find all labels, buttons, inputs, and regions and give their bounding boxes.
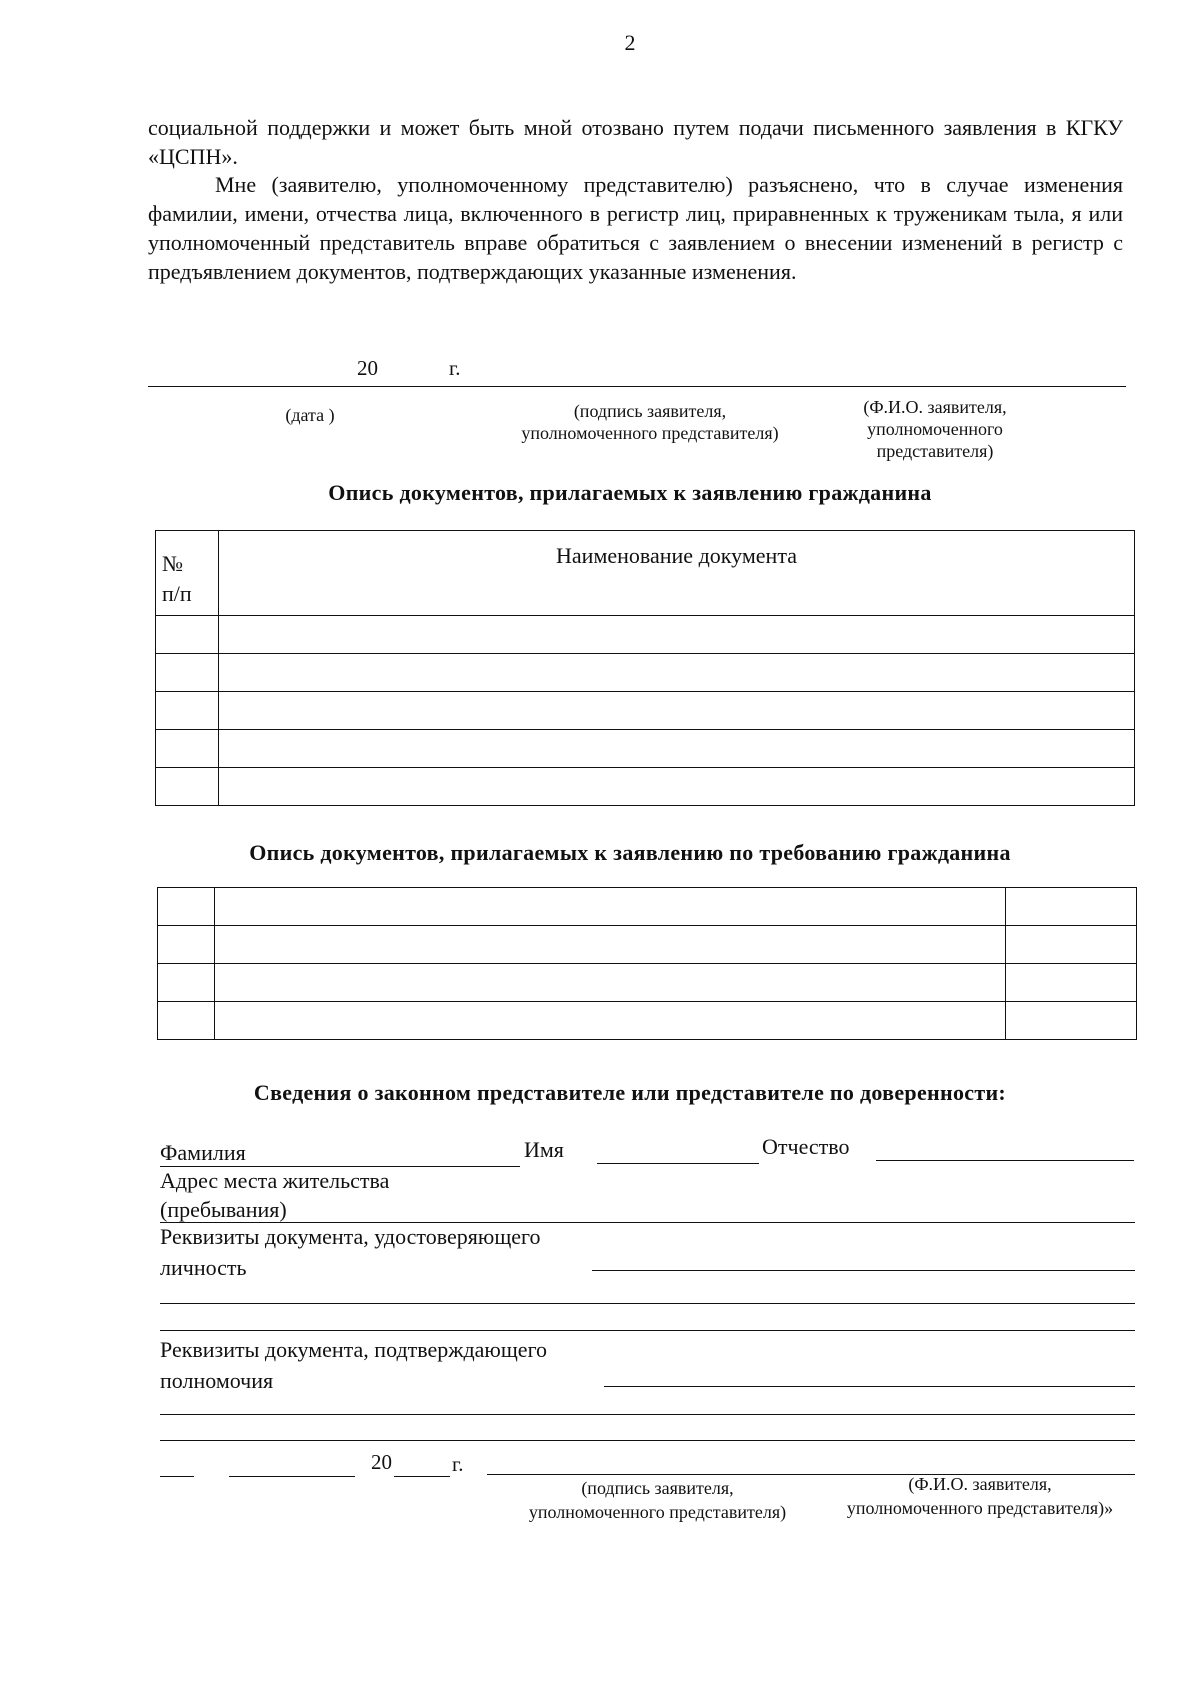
table-row <box>158 964 1137 1002</box>
table-cell[interactable] <box>1006 926 1137 964</box>
signature-caption: (подпись заявителя, уполномоченного представителя) <box>528 1478 787 1522</box>
table-row <box>156 730 1135 768</box>
signature-caption: (подпись заявителя, уполномоченного представителя) <box>521 401 779 443</box>
table-cell[interactable] <box>219 768 1135 806</box>
id-document-field-line-2[interactable] <box>160 1303 1135 1304</box>
id-document-label: Реквизиты документа, удостоверяющего <box>160 1224 541 1249</box>
table-row <box>156 768 1135 806</box>
table-cell[interactable] <box>158 926 215 964</box>
paragraph-consent-revocation: социальной поддержки и может быть мной отозвано путем подачи письменного заявления в КГКУ «ЦСПН». <box>148 115 1123 169</box>
table-cell[interactable] <box>156 730 219 768</box>
year-prefix: 20 <box>371 1450 392 1474</box>
id-document-field[interactable] <box>592 1270 1135 1271</box>
signature-line[interactable] <box>148 386 1126 387</box>
requested-documents-table <box>157 887 1137 1040</box>
table-row <box>158 926 1137 964</box>
year-prefix: 20 <box>357 356 378 380</box>
id-document-field-line-3[interactable] <box>160 1330 1135 1331</box>
date-caption: (дата ) <box>285 405 335 425</box>
year-suffix: г. <box>452 1452 464 1476</box>
table-cell[interactable] <box>1006 888 1137 926</box>
authority-document-label-continuation: полномочия <box>160 1368 274 1393</box>
page-number: 2 <box>624 30 636 55</box>
fio-caption: (Ф.И.О. заявителя, уполномоченного представителя) <box>863 397 1007 461</box>
year-field[interactable] <box>394 1476 450 1477</box>
fio-caption: (Ф.И.О. заявителя, уполномоченного представителя)» <box>846 1474 1114 1518</box>
table-cell[interactable] <box>156 692 219 730</box>
table-cell[interactable] <box>215 1002 1006 1040</box>
table-cell[interactable] <box>158 888 215 926</box>
table-cell[interactable] <box>219 654 1135 692</box>
year-suffix: г. <box>449 356 461 380</box>
table-row <box>158 1002 1137 1040</box>
documents-table <box>155 530 1135 806</box>
table-cell[interactable] <box>219 616 1135 654</box>
address-label: Адрес места жительства <box>160 1168 390 1193</box>
authority-document-field[interactable] <box>604 1386 1135 1387</box>
table-cell[interactable] <box>1006 964 1137 1002</box>
patronymic-label: Отчество <box>762 1134 850 1159</box>
column-header-number: № п/п <box>156 531 219 616</box>
table2-heading: Опись документов, прилагаемых к заявлению по требованию гражданина <box>249 840 1011 865</box>
table-row <box>156 654 1135 692</box>
table-cell[interactable] <box>156 654 219 692</box>
table-cell[interactable] <box>215 888 1006 926</box>
patronymic-field[interactable] <box>876 1160 1134 1161</box>
table-cell[interactable] <box>158 964 215 1002</box>
table-cell[interactable] <box>219 692 1135 730</box>
id-document-label-continuation: личность <box>160 1255 247 1280</box>
name-field[interactable] <box>597 1163 759 1164</box>
table-cell[interactable] <box>1006 1002 1137 1040</box>
authority-document-field-line-2[interactable] <box>160 1414 1135 1415</box>
table1-heading: Опись документов, прилагаемых к заявлению гражданина <box>328 480 932 505</box>
table-row <box>158 888 1137 926</box>
address-label-continuation: (пребывания) <box>160 1197 287 1222</box>
surname-label: Фамилия <box>160 1140 246 1165</box>
authority-document-label: Реквизиты документа, подтверждающего <box>160 1337 548 1362</box>
paragraph-name-change-notice: Мне (заявителю, уполномоченному представителю) разъяснено, что в случае изменения фамилии, имени, отчества лица, включенного в регистр лиц, приравненных к труженикам тыла, я или уполномоченный представитель вправе обратиться с заявлением о внесении изменений в регистр с предъявлением документов, подтверждающих указанные изменения. <box>148 172 1123 284</box>
table-cell[interactable] <box>215 964 1006 1002</box>
table-cell[interactable] <box>156 768 219 806</box>
column-header-document-name: Наименование документа <box>219 531 1135 616</box>
month-field[interactable] <box>229 1476 355 1477</box>
representative-heading: Сведения о законном представителе или представителе по доверенности: <box>253 1080 1007 1105</box>
surname-field[interactable] <box>160 1166 520 1167</box>
name-label: Имя <box>524 1137 564 1162</box>
table-row <box>156 616 1135 654</box>
day-field[interactable] <box>160 1476 194 1477</box>
address-field[interactable] <box>160 1222 1135 1223</box>
table-cell[interactable] <box>215 926 1006 964</box>
authority-document-field-line-3[interactable] <box>160 1440 1135 1441</box>
table-cell[interactable] <box>158 1002 215 1040</box>
table-cell[interactable] <box>219 730 1135 768</box>
table-cell[interactable] <box>156 616 219 654</box>
table-header-row <box>156 531 1135 616</box>
table-row <box>156 692 1135 730</box>
